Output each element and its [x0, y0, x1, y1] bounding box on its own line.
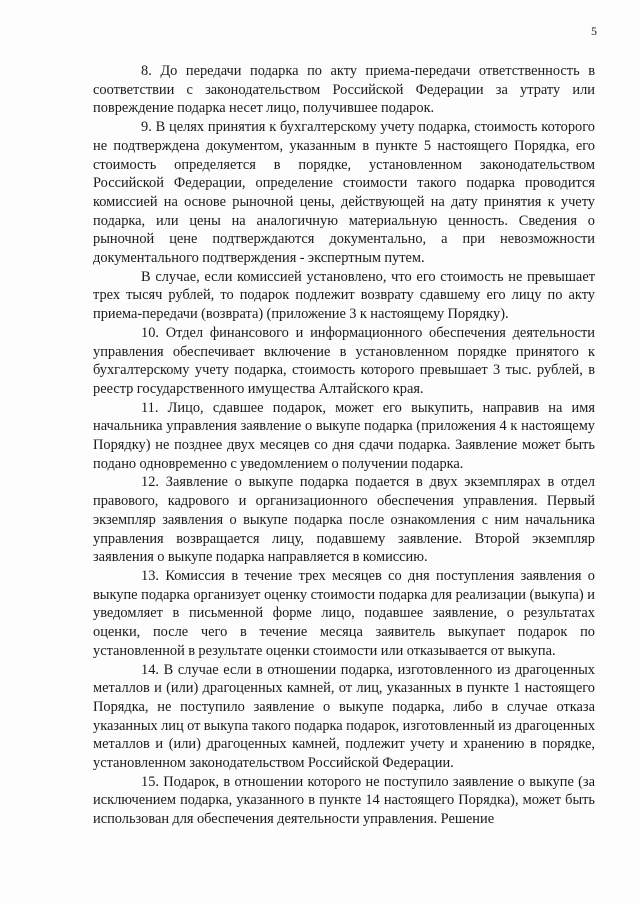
page-number: 5: [591, 24, 597, 38]
paragraph-9-continuation: В случае, если комиссией установлено, что его стоимость не превышает трех тысяч рублей, то подарок подлежит возврату сдавшему его лицу по акту приема-передачи (возврата) (приложение 3 к настоящему Порядку).: [93, 268, 595, 323]
paragraph-12: 12. Заявление о выкупе подарка подается в двух экземплярах в отдел правового, кадрового и организационного обеспечения управления. Первый экземпляр заявления о выкупе подарка после ознакомления с ним начальника управления возвращается лицу, подавшему заявление. Второй экземпляр заявления о выкупе подарка направляется в комиссию.: [93, 474, 595, 566]
paragraph-14: 14. В случае если в отношении подарка, изготовленного из драгоценных металлов и (или) драгоценных камней, от лиц, указанных в пункте 1 настоящего Порядка, не поступило заявление о выкупе подарка, либо в случае отказа указанных лиц от выкупа такого подарка подарок, изготовленный из драгоценных металлов и (или) драгоценных камней, подлежит учету и хранению в порядке, установленном законодательством Российской Федерации.: [93, 661, 596, 772]
paragraph-10: 10. Отдел финансового и информационного обеспечения деятельности управления обеспечивает включение в установленном порядке принятого к бухгалтерскому учету подарка, стоимость которого превышает 3 тыс. рублей, в реестр государственного имущества Алтайского края.: [93, 324, 595, 397]
paragraph-8: 8. До передачи подарка по акту приема-передачи ответственность в соответствии с законодательством Российской Федерации за утрату или повреждение подарка несет лицо, получившее подарок.: [93, 63, 595, 117]
paragraph-11: 11. Лицо, сдавшее подарок, может его выкупить, направив на имя начальника управления заявление о выкупе подарка (приложения 4 к настоящему Порядку) не позднее двух месяцев со дня сдачи подарка. Заявление может быть подано одновременно с уведомлением о получении подарка.: [93, 399, 595, 472]
paragraph-9: 9. В целях принятия к бухгалтерскому учету подарка, стоимость которого не подтверждена документом, указанным в пункте 5 настоящего Порядка, его стоимость определяется в порядке, установленном законодательством Российской Федерации, определение стоимости такого подарка проводится комиссией на основе рыночной цены, действующей на дату принятия к учету подарка, или цены на аналогичную материальную ценность. Сведения о рыночной цене подтверждаются документально, а при невозможности документального подтверждения - экспертным путем.: [93, 119, 595, 267]
paragraph-13: 13. Комиссия в течение трех месяцев со дня поступления заявления о выкупе подарка организует оценку стоимости подарка для реализации (выкупа) и уведомляет в письменной форме лицо, подавшее заявление, о результатах оценки, после чего в течение месяца заявитель выкупает подарок по установленной в результате оценки стоимости или отказывается от выкупа.: [93, 567, 595, 659]
document-body: [93, 62, 595, 829]
paragraph-15: 15. Подарок, в отношении которого не поступило заявление о выкупе (за исключением подарка, указанного в пункте 14 настоящего Порядка), может быть использован для обеспечения деятельности управления. Решение: [93, 773, 595, 828]
